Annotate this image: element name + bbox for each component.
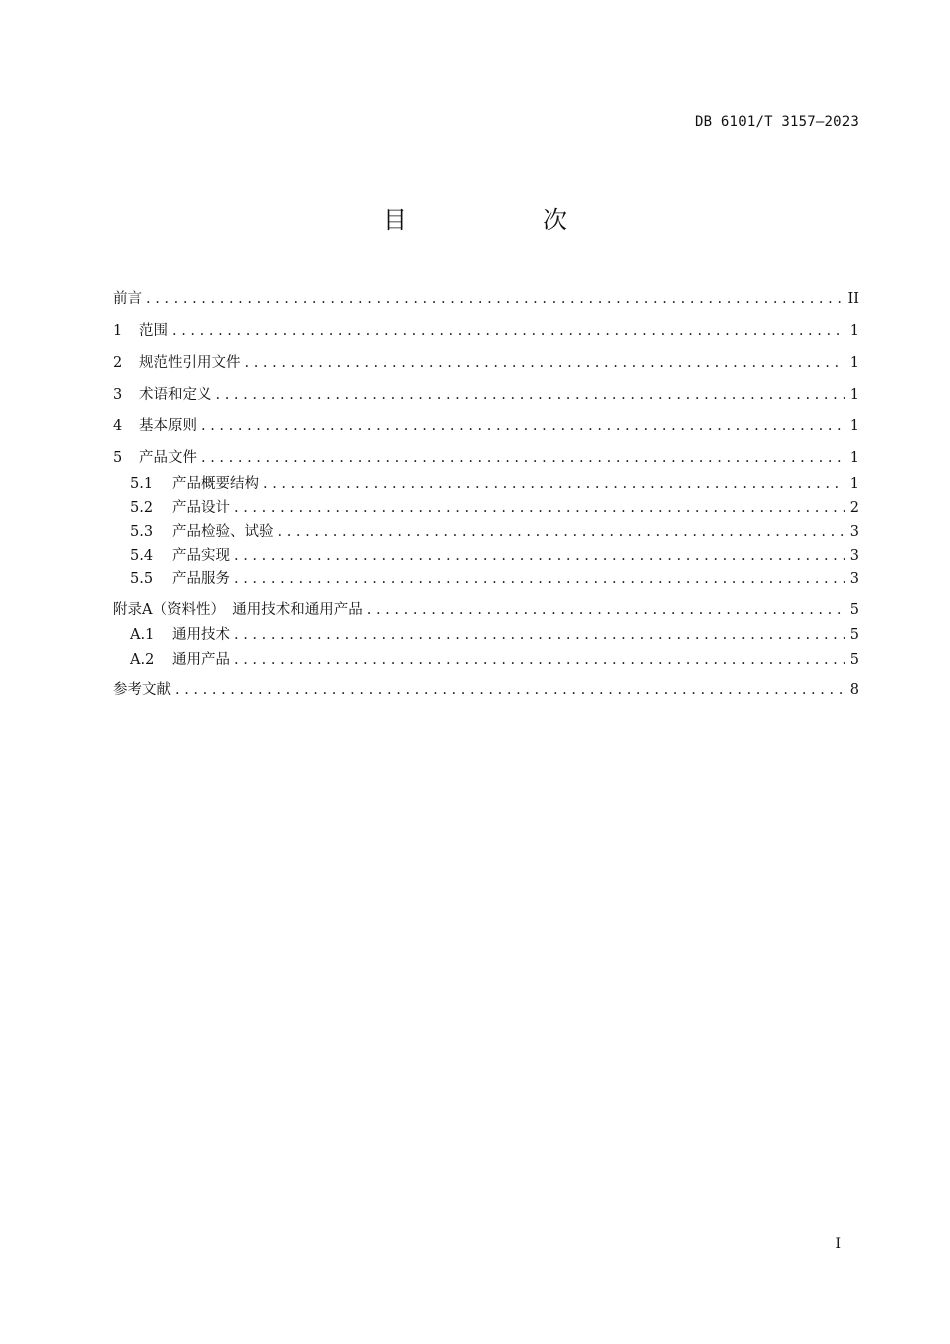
toc-entry-page: 1 [849,450,859,466]
toc-entry-page: 5 [849,602,859,618]
toc-leader-dots [278,522,846,542]
toc-entry-label: 产品概要结构 [172,476,259,492]
toc-entry-number: 2 [113,355,123,371]
toc-title: 目 次 [383,206,623,234]
toc-entry-terms-definitions[interactable] [113,385,859,405]
toc-leader-dots [234,569,845,589]
toc-entry-number: A.2 [130,652,155,668]
toc-entry-5-5[interactable] [113,569,859,589]
toc-leader-dots [172,321,845,341]
toc-entry-number: 1 [113,323,123,339]
toc-entry-appendix-a[interactable] [113,600,859,620]
document-code: DB 6101/T 3157—2023 [695,114,859,130]
toc-entry-number: 5.5 [130,571,154,587]
toc-entry-foreword[interactable] [113,289,859,309]
toc-entry-label: 范围 [139,323,168,339]
toc-entry-page: II [847,291,859,307]
toc-leader-dots [234,625,845,645]
toc-leader-dots [146,289,844,309]
toc-leader-dots [245,353,846,373]
toc-entry-page: 3 [849,571,859,587]
toc-entry-number: 5.4 [130,548,154,564]
toc-entry-page: 1 [849,387,859,403]
toc-entry-label: 规范性引用文件 [139,355,241,371]
toc-entry-a-2[interactable] [113,650,859,670]
toc-entry-basic-principles[interactable] [113,416,859,436]
toc-entry-page: 1 [849,476,859,492]
toc-entry-label: 产品实现 [172,548,230,564]
toc-leader-dots [201,448,845,468]
toc-entry-label: 通用技术 [172,627,230,643]
toc-entry-5-4[interactable] [113,546,859,566]
toc-entry-label: 附录A（资料性） 通用技术和通用产品 [113,602,363,618]
toc-entry-page: 8 [849,682,859,698]
toc-entry-label: 前言 [113,291,142,307]
toc-entry-page: 3 [849,548,859,564]
toc-entry-number: A.1 [130,627,155,643]
toc-entry-page: 3 [849,524,859,540]
toc-leader-dots [234,546,845,566]
toc-entry-bibliography[interactable] [113,680,859,700]
toc-entry-page: 2 [849,500,859,516]
toc-entry-page: 1 [849,323,859,339]
toc-leader-dots [263,474,845,494]
toc-entry-number: 5.3 [130,524,154,540]
toc-entry-number: 4 [113,418,123,434]
toc-entry-number: 5.1 [130,476,154,492]
toc-entry-label: 参考文献 [113,682,171,698]
page-number: I [835,1236,841,1252]
toc-entry-label: 产品检验、试验 [172,524,274,540]
toc-entry-label: 基本原则 [139,418,197,434]
toc-entry-5-2[interactable] [113,498,859,518]
toc-entry-label: 术语和定义 [139,387,212,403]
toc-entry-product-documents[interactable] [113,448,859,468]
toc-leader-dots [201,416,845,436]
toc-entry-label: 产品文件 [139,450,197,466]
toc-entry-5-3[interactable] [113,522,859,542]
toc-entry-scope[interactable] [113,321,859,341]
toc-entry-number: 5 [113,450,123,466]
toc-leader-dots [234,650,845,670]
toc-entry-number: 5.2 [130,500,154,516]
toc-entry-5-1[interactable] [113,474,859,494]
toc-entry-label: 产品设计 [172,500,230,516]
toc-entry-page: 1 [849,355,859,371]
toc-entry-normative-references[interactable] [113,353,859,373]
toc-entry-label: 产品服务 [172,571,230,587]
toc-leader-dots [216,385,846,405]
toc-entry-page: 5 [849,627,859,643]
toc-leader-dots [234,498,845,518]
toc-leader-dots [175,680,845,700]
toc-entry-page: 1 [849,418,859,434]
toc-entry-label: 通用产品 [172,652,230,668]
toc-entry-page: 5 [849,652,859,668]
toc-entry-a-1[interactable] [113,625,859,645]
toc-entry-number: 3 [113,387,123,403]
toc-leader-dots [367,600,845,620]
